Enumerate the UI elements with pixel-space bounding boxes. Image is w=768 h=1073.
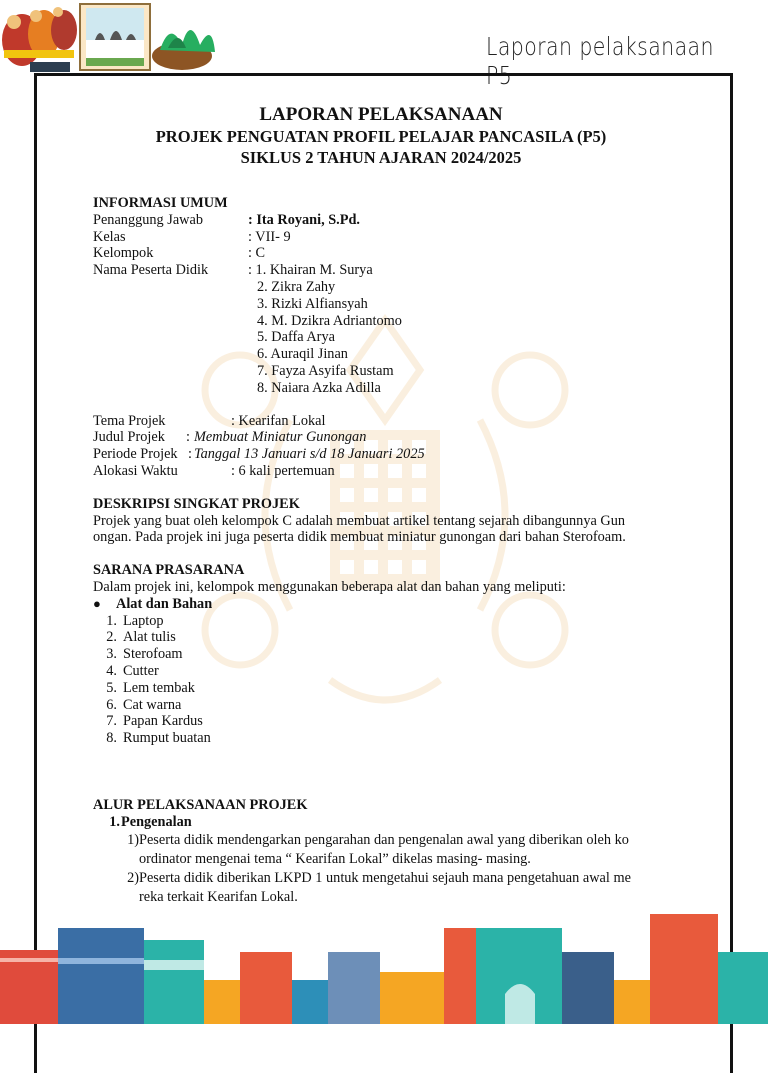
dancers-illustration	[2, 7, 77, 72]
step-number: 1.	[109, 813, 120, 830]
kelas-value: : VII- 9	[248, 228, 291, 245]
list-item: 6. Cat warna	[106, 696, 182, 713]
tema-row	[93, 413, 683, 430]
header-illustration	[0, 0, 230, 76]
title-line-2: PROJEK PENGUATAN PROFIL PELAJAR PANCASILA (P5)	[155, 127, 607, 146]
step-title: Pengenalan	[121, 813, 192, 830]
plant-illustration	[152, 30, 215, 70]
alokasi-value: : 6 kali pertemuan	[231, 462, 335, 479]
list-item: 6. Auraqil Jinan	[257, 346, 348, 363]
judul-value: Membuat Miniatur Gunongan	[194, 429, 367, 446]
list-item: 4. Cutter	[106, 662, 159, 679]
sarana-heading: SARANA PRASARANA	[93, 562, 245, 579]
alur-point-2	[93, 870, 683, 907]
point-line: Peserta didik mendengarkan pengarahan dan pengenalan awal yang diberikan oleh ko	[139, 831, 629, 848]
document-body	[93, 104, 683, 907]
list-item: 5. Lem tembak	[106, 679, 195, 696]
list-item: 8. Naiara Azka Adilla	[257, 379, 381, 396]
list-item: 7. Papan Kardus	[106, 713, 203, 730]
alur-heading: ALUR PELAKSANAAN PROJEK	[93, 796, 308, 813]
penanggung-value: : Ita Royani, S.Pd.	[248, 211, 361, 228]
judul-colon: :	[186, 429, 190, 446]
info-peserta-row	[93, 262, 683, 279]
peserta-label: Nama Peserta Didik	[93, 262, 209, 279]
alokasi-row	[93, 463, 683, 480]
alat-bahan-heading: Alat dan Bahan	[116, 595, 213, 612]
list-item: 3. Rizki Alfiansyah	[257, 295, 368, 312]
judul-row	[93, 429, 683, 446]
info-kelompok-row	[93, 245, 683, 262]
list-item: 1. Laptop	[106, 612, 164, 629]
title-line-1: LAPORAN PELAKSANAAN	[259, 104, 503, 125]
list-item: 5. Daffa Arya	[257, 329, 335, 346]
info-kelas-row	[93, 229, 683, 246]
bullet-icon: ●	[93, 595, 101, 611]
info-penanggung-row	[93, 212, 683, 229]
periode-label: Periode Projek	[93, 446, 178, 463]
alat-bahan-row	[93, 596, 683, 613]
alat-bahan-list	[93, 613, 683, 747]
deskripsi-heading: DESKRIPSI SINGKAT PROJEK	[93, 495, 300, 512]
point-line: reka terkait Kearifan Lokal.	[139, 888, 298, 905]
point-number: 1)	[127, 831, 139, 848]
title-line-3: SIKLUS 2 TAHUN AJARAN 2024/2025	[240, 148, 522, 167]
sarana-intro: Dalam projek ini, kelompok menggunakan beberapa alat dan bahan yang meliputi:	[93, 578, 566, 595]
point-line: Peserta didik diberikan LKPD 1 untuk mengetahui sejauh mana pengetahuan awal me	[139, 869, 631, 886]
peserta-list	[93, 279, 683, 397]
peserta-first: : 1. Khairan M. Surya	[248, 262, 373, 279]
tema-label: Tema Projek	[93, 412, 166, 429]
judul-label: Judul Projek	[93, 429, 165, 446]
penanggung-label: Penanggung Jawab	[93, 211, 203, 228]
point-number: 2)	[127, 869, 139, 886]
books-illustration	[0, 914, 768, 1024]
deskripsi-line-1: Projek yang buat oleh kelompok C adalah membuat artikel tentang sejarah dibangunnya Gun	[93, 512, 626, 529]
list-item: 2. Alat tulis	[106, 629, 176, 646]
list-item: 7. Fayza Asyifa Rustam	[257, 362, 394, 379]
kelompok-label: Kelompok	[93, 245, 154, 262]
tema-value: : Kearifan Lokal	[231, 412, 326, 429]
periode-value: Tanggal 13 Januari s/d 18 Januari 2025	[194, 446, 425, 463]
info-heading: INFORMASI UMUM	[93, 195, 228, 211]
header-script-title: Laporan pelaksanaan P5	[486, 32, 714, 90]
periode-row	[93, 446, 683, 463]
deskripsi-line-2: ongan. Pada projek ini juga peserta didik membuat miniatur gunongan dari bahan Sterofoam.	[93, 529, 626, 546]
alokasi-label: Alokasi Waktu	[93, 462, 178, 479]
point-line: ordinator mengenai tema “ Kearifan Lokal” dikelas masing- masing.	[139, 850, 531, 867]
alur-step-1	[93, 814, 683, 831]
list-item: 2. Zikra Zahy	[257, 278, 336, 295]
mosque-illustration	[80, 4, 150, 70]
kelas-label: Kelas	[93, 228, 126, 245]
list-item: 8. Rumput buatan	[106, 730, 211, 747]
kelompok-value: : C	[248, 245, 266, 262]
list-item: 4. M. Dzikra Adriantomo	[257, 312, 402, 329]
list-item: 3. Sterofoam	[106, 646, 183, 663]
alur-point-1	[93, 832, 683, 869]
periode-colon: :	[188, 446, 192, 463]
